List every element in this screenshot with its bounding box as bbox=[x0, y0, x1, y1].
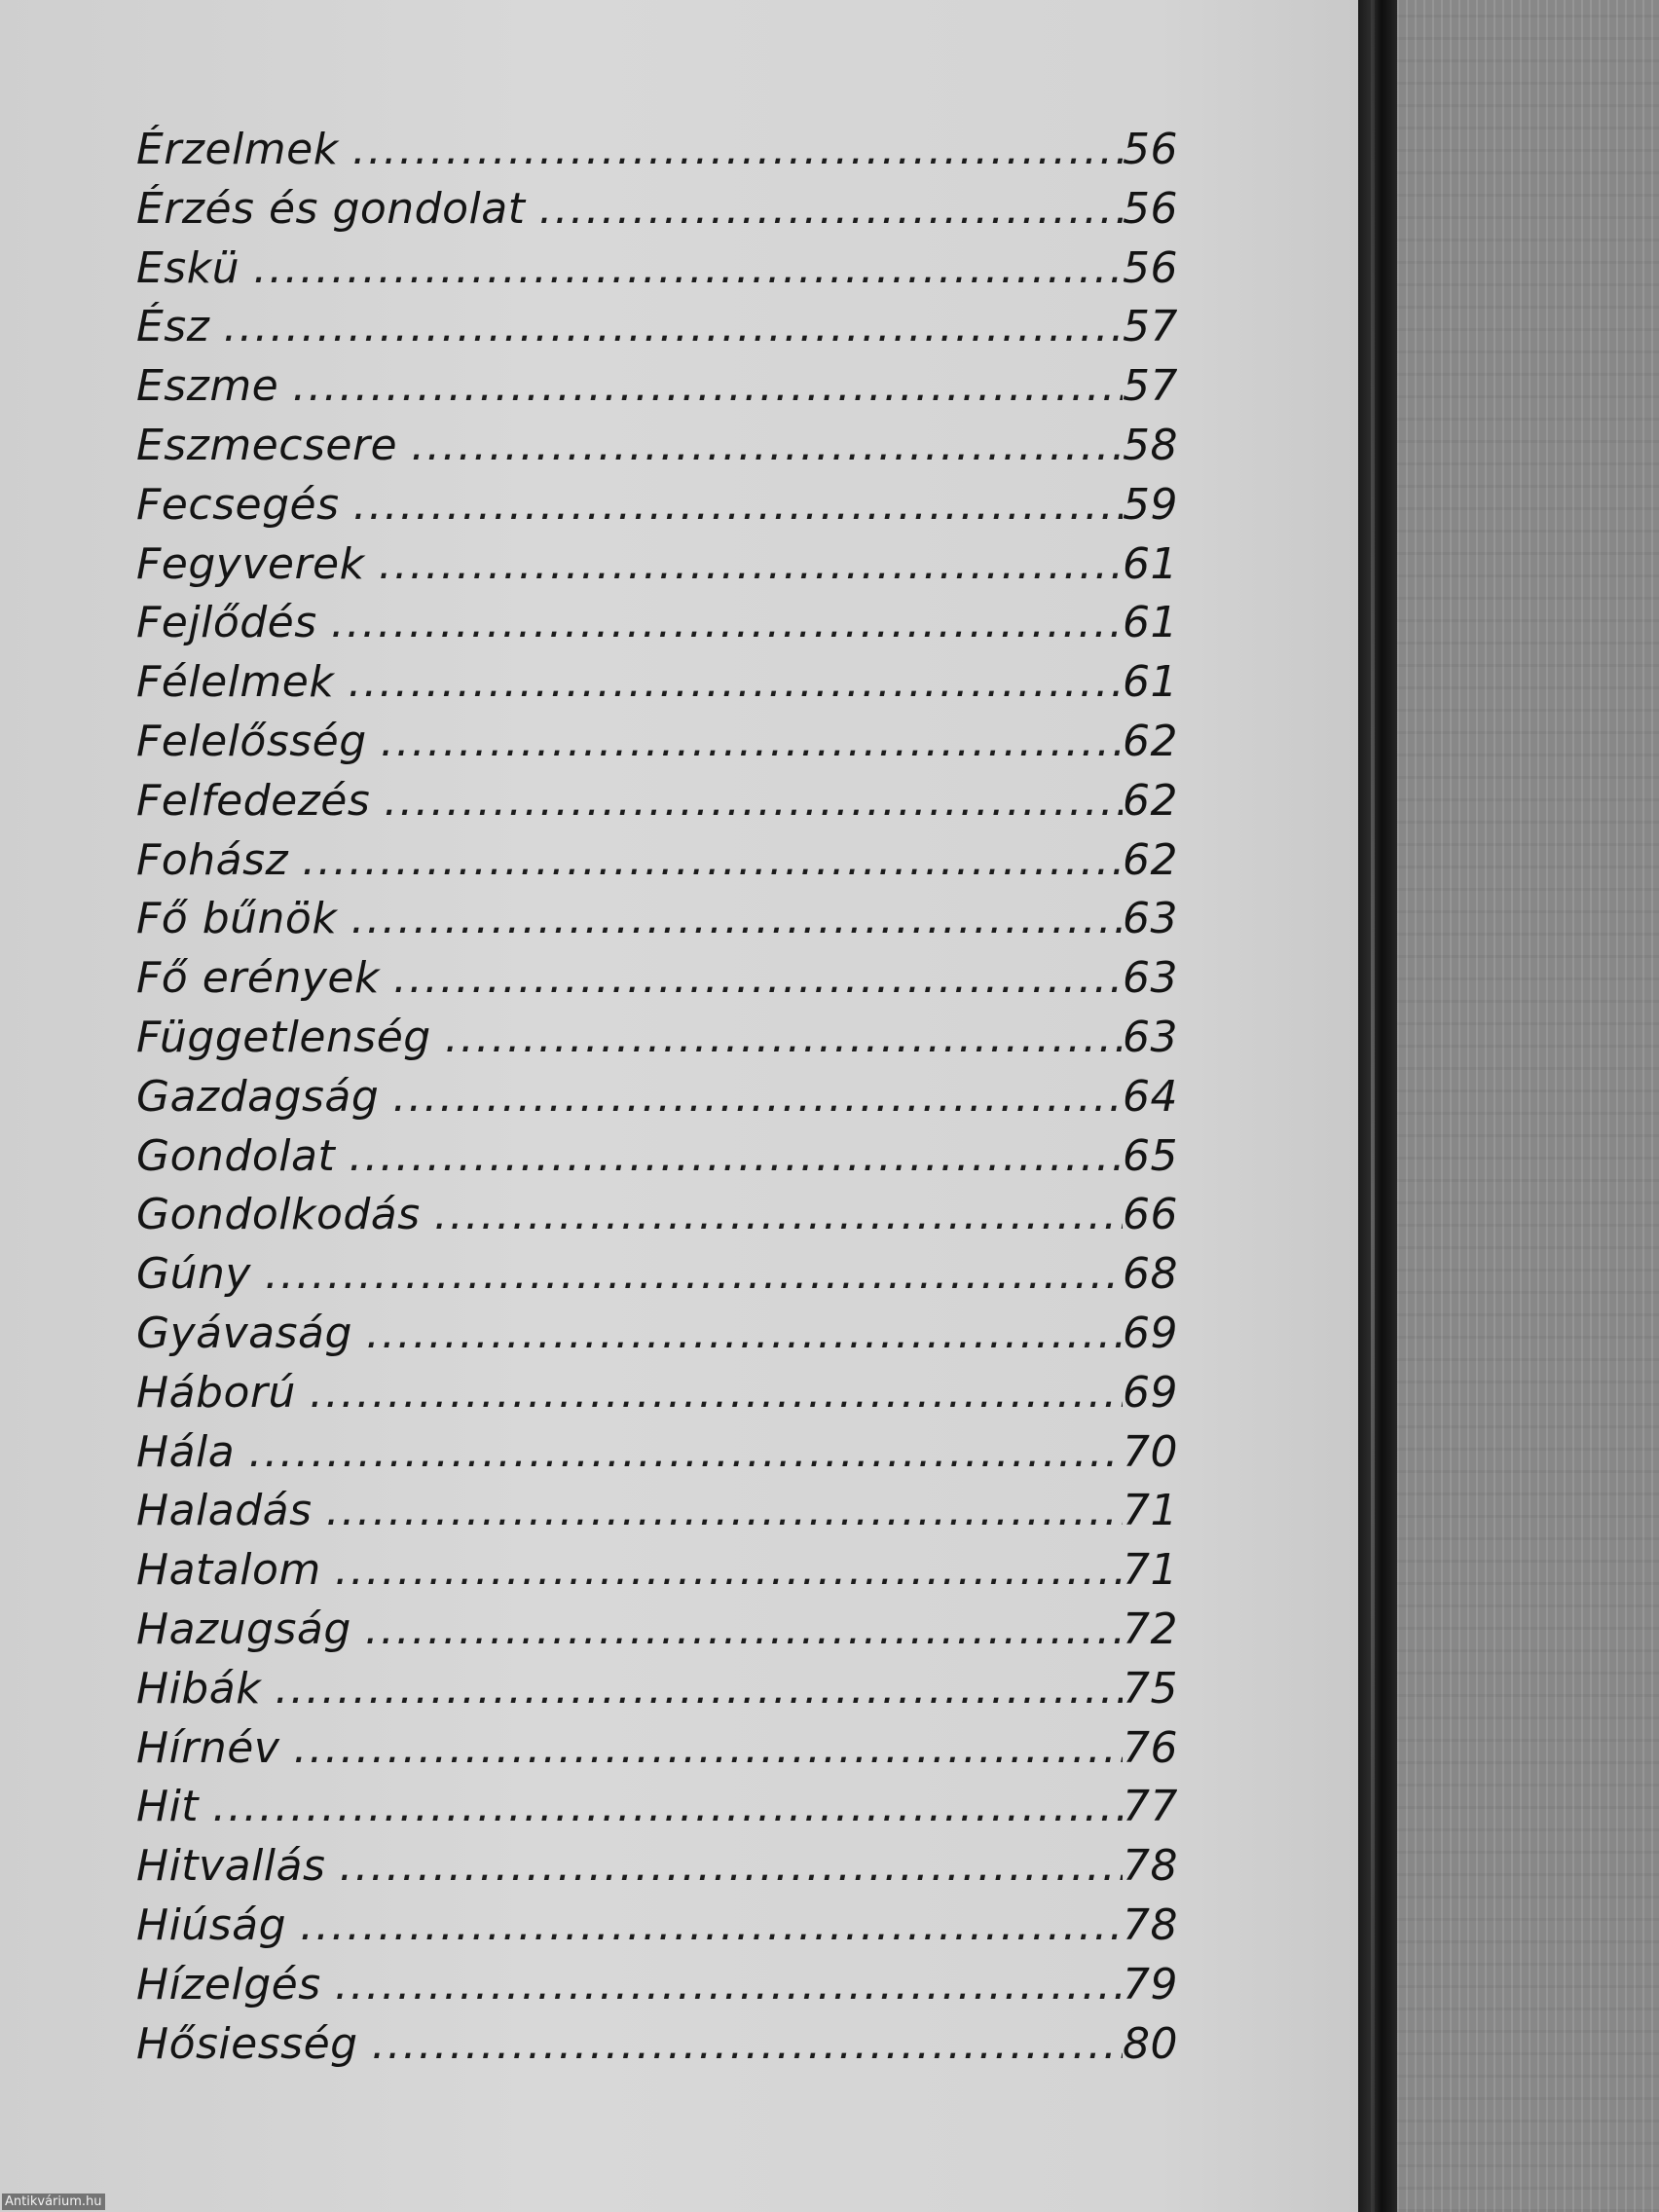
dot-leader bbox=[538, 184, 1123, 234]
toc-page-number: 78 bbox=[1123, 1841, 1178, 1892]
toc-entry-title: Eszmecsere bbox=[136, 420, 398, 470]
toc-row bbox=[136, 361, 1178, 421]
toc-page-number: 62 bbox=[1123, 716, 1178, 766]
toc-row bbox=[136, 1190, 1178, 1249]
toc-row bbox=[136, 1664, 1178, 1723]
toc-row bbox=[136, 1368, 1178, 1427]
toc-row bbox=[136, 1900, 1178, 1960]
toc-row bbox=[136, 1960, 1178, 2019]
toc-row bbox=[136, 598, 1178, 657]
toc-page-number: 68 bbox=[1123, 1249, 1178, 1300]
toc-row bbox=[136, 953, 1178, 1013]
dot-leader bbox=[445, 1013, 1123, 1062]
toc-row bbox=[136, 480, 1178, 539]
toc-page-number: 61 bbox=[1123, 538, 1178, 589]
toc-entry-title: Fejlődés bbox=[136, 598, 317, 648]
toc-entry-title: Eskü bbox=[136, 242, 240, 293]
toc-entry-title: Hazugság bbox=[136, 1604, 351, 1654]
dot-leader bbox=[392, 1072, 1123, 1122]
toc-entry-title: Függetlenség bbox=[136, 1012, 431, 1062]
toc-page-number: 69 bbox=[1123, 1308, 1178, 1358]
toc-row bbox=[136, 2019, 1178, 2079]
table-of-contents bbox=[136, 125, 1178, 2078]
toc-page-number: 69 bbox=[1123, 1367, 1178, 1418]
toc-entry-title: Gondolkodás bbox=[136, 1190, 421, 1240]
toc-entry-title: Hiúság bbox=[136, 1899, 287, 1950]
watermark: Antikvárium.hu bbox=[2, 2194, 105, 2210]
dot-leader bbox=[434, 1190, 1123, 1239]
toc-entry-title: Gazdagság bbox=[136, 1071, 380, 1122]
dot-leader bbox=[265, 1249, 1123, 1299]
dot-leader bbox=[372, 2019, 1123, 2069]
toc-row bbox=[136, 125, 1178, 184]
dot-leader bbox=[348, 657, 1123, 707]
toc-row bbox=[136, 717, 1178, 776]
toc-entry-title: Gondolat bbox=[136, 1130, 336, 1181]
dot-leader bbox=[223, 302, 1123, 351]
dot-leader bbox=[353, 480, 1124, 530]
toc-page-number: 76 bbox=[1123, 1722, 1178, 1773]
dot-leader bbox=[326, 1486, 1123, 1535]
toc-entry-title: Felfedezés bbox=[136, 775, 371, 826]
dot-leader bbox=[212, 1782, 1123, 1831]
toc-entry-title: Hősiesség bbox=[136, 2018, 358, 2069]
toc-entry-title: Hírnév bbox=[136, 1722, 280, 1773]
dot-leader bbox=[248, 1427, 1123, 1477]
dot-leader bbox=[339, 1841, 1123, 1891]
toc-page-number: 71 bbox=[1123, 1486, 1178, 1536]
toc-page-number: 62 bbox=[1123, 775, 1178, 826]
wooden-table-surface bbox=[1397, 0, 1659, 2212]
book-spine bbox=[1358, 0, 1397, 2212]
toc-row bbox=[136, 657, 1178, 717]
toc-entry-title: Eszme bbox=[136, 361, 279, 412]
toc-row bbox=[136, 1072, 1178, 1131]
toc-row bbox=[136, 539, 1178, 599]
toc-entry-title: Ész bbox=[136, 302, 210, 352]
toc-entry-title: Háború bbox=[136, 1367, 296, 1418]
toc-page-number: 78 bbox=[1123, 1899, 1178, 1950]
toc-page-number: 61 bbox=[1123, 598, 1178, 648]
toc-page-number: 71 bbox=[1123, 1545, 1178, 1596]
dot-leader bbox=[379, 539, 1123, 589]
dot-leader bbox=[253, 243, 1123, 293]
dot-leader bbox=[381, 717, 1123, 766]
dot-leader bbox=[300, 1900, 1123, 1950]
toc-entry-title: Érzelmek bbox=[136, 125, 339, 174]
toc-page-number: 57 bbox=[1123, 361, 1178, 412]
toc-entry-title: Fecsegés bbox=[136, 479, 340, 530]
toc-entry-title: Felelősség bbox=[136, 716, 367, 766]
dot-leader bbox=[292, 361, 1123, 411]
toc-row bbox=[136, 1427, 1178, 1487]
dot-leader bbox=[411, 421, 1123, 470]
toc-page-number: 75 bbox=[1123, 1663, 1178, 1714]
toc-entry-title: Gúny bbox=[136, 1249, 251, 1300]
toc-entry-title: Hála bbox=[136, 1426, 236, 1477]
dot-leader bbox=[275, 1664, 1123, 1714]
toc-entry-title: Fő bűnök bbox=[136, 894, 338, 944]
toc-row bbox=[136, 1309, 1178, 1368]
toc-page-number: 59 bbox=[1123, 479, 1178, 530]
toc-row bbox=[136, 1782, 1178, 1841]
dot-leader bbox=[384, 776, 1123, 826]
dot-leader bbox=[293, 1723, 1123, 1773]
toc-row bbox=[136, 894, 1178, 953]
toc-entry-title: Hatalom bbox=[136, 1545, 321, 1596]
toc-page-number: 57 bbox=[1123, 302, 1178, 352]
dot-leader bbox=[366, 1309, 1123, 1358]
toc-page-number: 65 bbox=[1123, 1130, 1178, 1181]
toc-row bbox=[136, 1841, 1178, 1900]
toc-row bbox=[136, 1723, 1178, 1783]
toc-row bbox=[136, 1545, 1178, 1604]
toc-page-number: 58 bbox=[1123, 420, 1178, 470]
toc-page-number: 66 bbox=[1123, 1190, 1178, 1240]
toc-page-number: 64 bbox=[1123, 1071, 1178, 1122]
toc-entry-title: Félelmek bbox=[136, 657, 335, 708]
dot-leader bbox=[302, 835, 1123, 885]
toc-row bbox=[136, 1013, 1178, 1072]
toc-page-number: 80 bbox=[1123, 2018, 1178, 2069]
toc-entry-title: Érzés és gondolat bbox=[136, 183, 526, 234]
toc-row bbox=[136, 1131, 1178, 1191]
toc-page-number: 77 bbox=[1123, 1782, 1178, 1832]
toc-row bbox=[136, 776, 1178, 835]
toc-page-number: 56 bbox=[1123, 125, 1178, 174]
toc-page-number: 61 bbox=[1123, 657, 1178, 708]
dot-leader bbox=[365, 1604, 1123, 1654]
toc-row bbox=[136, 243, 1178, 303]
toc-row bbox=[136, 1249, 1178, 1309]
toc-page-number: 63 bbox=[1123, 894, 1178, 944]
toc-page-number: 70 bbox=[1123, 1426, 1178, 1477]
dot-leader bbox=[393, 953, 1123, 1003]
dot-leader bbox=[350, 894, 1123, 943]
toc-page-number: 56 bbox=[1123, 242, 1178, 293]
dot-leader bbox=[349, 1131, 1123, 1181]
toc-page-number: 72 bbox=[1123, 1604, 1178, 1654]
dot-leader bbox=[335, 1545, 1123, 1595]
toc-entry-title: Haladás bbox=[136, 1486, 313, 1536]
toc-entry-title: Hitvallás bbox=[136, 1841, 326, 1892]
spine-glare bbox=[1371, 0, 1375, 2212]
toc-page-number: 63 bbox=[1123, 1012, 1178, 1062]
toc-row bbox=[136, 835, 1178, 895]
toc-entry-title: Hízelgés bbox=[136, 1959, 321, 2009]
toc-row bbox=[136, 184, 1178, 243]
toc-page-number: 56 bbox=[1123, 183, 1178, 234]
dot-leader bbox=[310, 1368, 1123, 1418]
toc-entry-title: Gyávaság bbox=[136, 1308, 352, 1358]
dot-leader bbox=[335, 1960, 1123, 2009]
toc-entry-title: Fohász bbox=[136, 834, 289, 885]
toc-entry-title: Hibák bbox=[136, 1663, 262, 1714]
toc-entry-title: Hit bbox=[136, 1782, 200, 1832]
toc-row bbox=[136, 1486, 1178, 1545]
dot-leader bbox=[331, 598, 1123, 647]
toc-entry-title: Fő erények bbox=[136, 953, 380, 1004]
toc-row bbox=[136, 1604, 1178, 1664]
toc-entry-title: Fegyverek bbox=[136, 538, 365, 589]
dot-leader bbox=[352, 125, 1123, 174]
toc-page-number: 63 bbox=[1123, 953, 1178, 1004]
toc-row bbox=[136, 302, 1178, 361]
toc-page-number: 62 bbox=[1123, 834, 1178, 885]
toc-row bbox=[136, 421, 1178, 480]
toc-page-number: 79 bbox=[1123, 1959, 1178, 2009]
